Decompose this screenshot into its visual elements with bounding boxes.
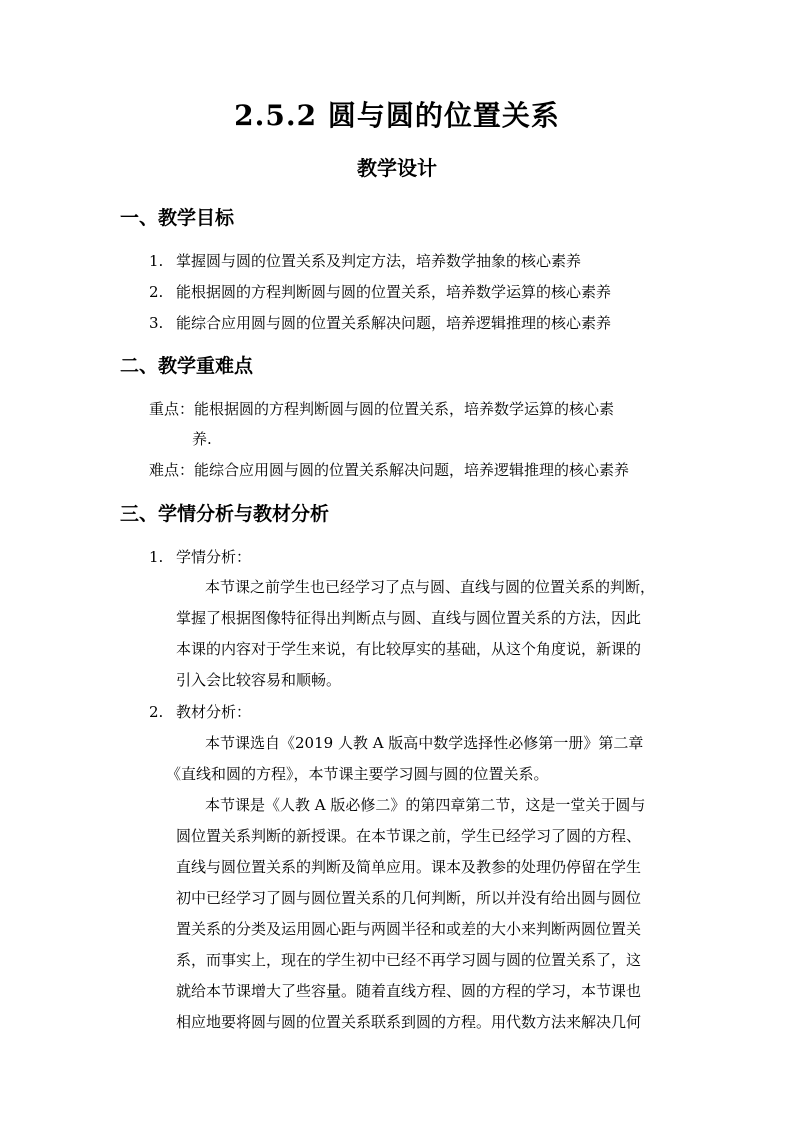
subsection-label-student-analysis: 学情分析：	[176, 548, 252, 566]
section-heading-analysis: 三、学情分析与教材分析	[120, 503, 330, 525]
paragraph-line: 置关系的分类及运用圆心距与两圆半径和或差的大小来判断两圆位置关	[176, 920, 642, 938]
key-point-text-continued: 养.	[192, 430, 212, 448]
paragraph-line: 掌握了根据图像特征得出判断点与圆、直线与圆位置关系的方法，因此	[176, 609, 642, 627]
paragraph-line: 本节课选自《2019 人教 A 版高中数学选择性必修第一册》第二章	[205, 734, 644, 752]
subsection-label-textbook-analysis: 教材分析：	[176, 703, 252, 721]
paragraph-line: 本节课之前学生也已经学习了点与圆、直线与圆的位置关系的判断，	[205, 578, 656, 596]
paragraph-line: 相应地要将圆与圆的位置关系联系到圆的方程。用代数方法来解决几何	[176, 1013, 642, 1031]
paragraph-line: 就给本节课增大了些容量。随着直线方程、圆的方程的学习，本节课也	[176, 982, 642, 1000]
paragraph-line: 本课的内容对于学生来说，有比较厚实的基础，从这个角度说，新课的	[176, 640, 642, 658]
list-item-text: 能综合应用圆与圆的位置关系解决问题，培养逻辑推理的核心素养	[176, 314, 612, 332]
paragraph-line: 《直线和圆的方程》，本节课主要学习圆与圆的位置关系。	[166, 765, 549, 783]
list-item-text: 能根据圆的方程判断圆与圆的位置关系，培养数学运算的核心素养	[176, 283, 612, 301]
document-title: 2.5.2 圆与圆的位置关系	[234, 99, 560, 132]
paragraph-line: 直线与圆位置关系的判断及简单应用。课本及教参的处理仍停留在学生	[176, 858, 642, 876]
paragraph-line: 系，而事实上，现在的学生初中已经不再学习圆与圆的位置关系了，这	[176, 951, 642, 969]
subsection-number: 1.	[149, 548, 164, 566]
section-heading-key-points: 二、教学重难点	[120, 355, 254, 377]
subsection-number: 2.	[149, 703, 164, 721]
paragraph-line: 引入会比较容易和顺畅。	[176, 671, 342, 689]
difficulty-text: 难点：能综合应用圆与圆的位置关系解决问题，培养逻辑推理的核心素养	[149, 461, 630, 479]
document-subtitle: 教学设计	[357, 156, 437, 180]
list-item-number: 3.	[149, 314, 164, 332]
paragraph-line: 圆位置关系判断的新授课。在本节课之前，学生已经学习了圆的方程、	[176, 827, 642, 845]
paragraph-line: 本节课是《人教 A 版必修二》的第四章第二节，这是一堂关于圆与	[205, 796, 646, 814]
section-heading-objectives: 一、教学目标	[120, 207, 235, 229]
list-item-number: 2.	[149, 283, 164, 301]
key-point-text: 重点：能根据圆的方程判断圆与圆的位置关系，培养数学运算的核心素	[149, 400, 615, 418]
list-item-text: 掌握圆与圆的位置关系及判定方法，培养数学抽象的核心素养	[176, 252, 582, 270]
paragraph-line: 初中已经学习了圆与圆位置关系的几何判断，所以并没有给出圆与圆位	[176, 889, 642, 907]
list-item-number: 1.	[149, 252, 164, 270]
